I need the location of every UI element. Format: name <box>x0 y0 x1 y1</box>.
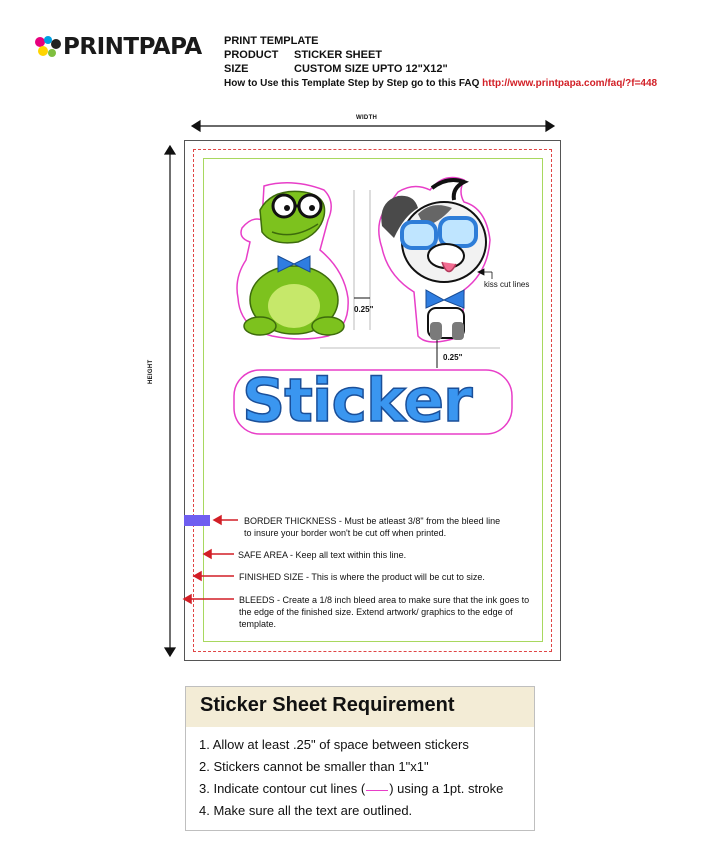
legend-border-line1: BORDER THICKNESS - Must be atleast 3/8" from the bleed line <box>244 516 501 526</box>
faq-text: How to Use this Template Step by Step go to this FAQ <box>224 78 480 89</box>
requirement-item-3-post: ) using a 1pt. stroke <box>389 781 504 796</box>
requirement-item-3-pre: 3. Indicate contour cut lines ( <box>199 781 366 796</box>
header-title: PRINT TEMPLATE <box>224 35 319 47</box>
gap-label-horizontal: 0.25" <box>354 305 374 314</box>
requirement-item-3 <box>199 781 503 796</box>
faq-link[interactable]: http://www.printpapa.com/faq/?f=448 <box>482 78 658 89</box>
legend-finished-size: FINISHED SIZE - This is where the product will be cut to size. <box>239 572 485 582</box>
legend-border-line2: to insure your border won't be cut off when printed. <box>244 528 447 538</box>
height-label: HEIGHT <box>148 359 154 384</box>
width-label: WIDTH <box>356 115 378 121</box>
product-key: PRODUCT <box>224 49 279 61</box>
gap-label-vertical: 0.25" <box>443 353 463 362</box>
requirement-title: Sticker Sheet Requirement <box>200 694 455 716</box>
requirement-item-1: 1. Allow at least .25" of space between stickers <box>199 737 469 752</box>
requirement-item-4: 4. Make sure all the text are outlined. <box>199 803 413 818</box>
size-key: SIZE <box>224 63 249 75</box>
legend-safe-area: SAFE AREA - Keep all text within this line. <box>238 550 407 560</box>
requirement-item-2: 2. Stickers cannot be smaller than 1"x1" <box>199 759 429 774</box>
product-value: STICKER SHEET <box>294 49 383 61</box>
cut-line-sample-icon <box>366 784 388 791</box>
size-value: CUSTOM SIZE UPTO 12"X12" <box>294 63 448 75</box>
legend-bleeds: BLEEDS - Create a 1/8 inch bleed area to make sure that the ink goes to the edge of the finished size. Extend artwork/ graphics to the edge of template. <box>239 595 530 629</box>
brand-name: PRINTPAPA <box>63 34 202 60</box>
kiss-cut-label: kiss cut lines <box>484 280 530 289</box>
sticker-word: Sticker <box>242 366 472 436</box>
